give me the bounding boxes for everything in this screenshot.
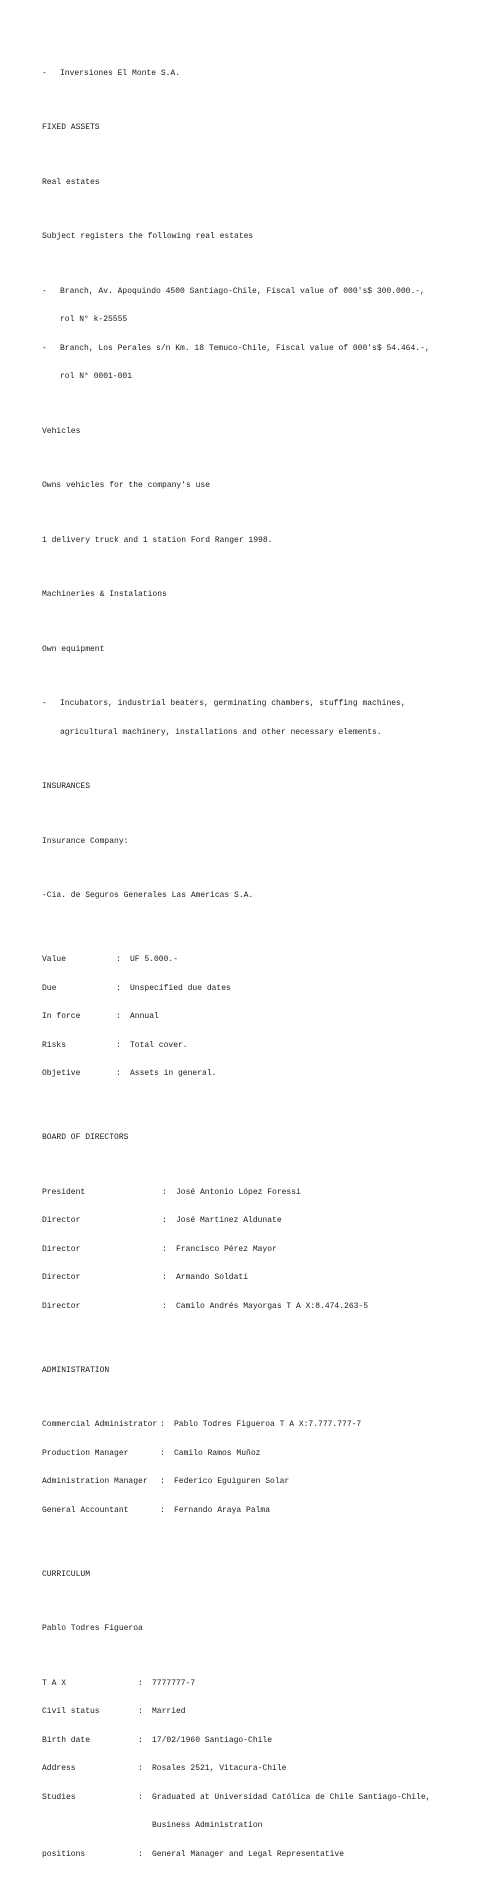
- curriculum-row-continuation: [42, 1821, 472, 1831]
- administration-row: Production Manager : Camilo Ramos Muñoz: [42, 1449, 472, 1459]
- row-key: Production Manager: [42, 1448, 129, 1458]
- row-value: Camilo Andrés Mayorgas T A X:8.474.263-5: [176, 1301, 369, 1311]
- row-key: Civil status: [42, 1707, 100, 1716]
- row-value: 7777777-7: [152, 1678, 196, 1688]
- row-key: Value: [42, 955, 67, 964]
- row-value: Total cover.: [130, 1040, 188, 1050]
- equipment-line2: agricultural machinery, installations and other necessary elements.: [60, 727, 382, 737]
- row-key: Director: [42, 1244, 81, 1254]
- insurance-company-label: Insurance Company:: [42, 836, 129, 846]
- board-row: Director : Armando Soldati: [42, 1273, 472, 1283]
- bullet-dash: -: [42, 286, 47, 296]
- section-heading-administration: ADMINISTRATION: [42, 1365, 110, 1375]
- row-value: General Manager and Legal Representative: [152, 1849, 345, 1859]
- curriculum-name: Pablo Todres Figueroa: [42, 1624, 143, 1633]
- branch2-line2: rol N° 0001-001: [60, 372, 133, 381]
- list-item: [42, 344, 472, 354]
- row-value: Business Administration: [152, 1821, 263, 1830]
- row-key: Address: [42, 1764, 76, 1773]
- list-item: [42, 287, 472, 297]
- board-row: President : José Antonio López Foressi: [42, 1188, 472, 1198]
- row-key: Director: [42, 1301, 81, 1311]
- row-value: Francisco Pérez Mayor: [176, 1244, 277, 1254]
- insurance-row: Risks : Total cover.: [42, 1041, 472, 1051]
- list-item-continuation: [42, 315, 472, 325]
- list-item: [42, 699, 472, 709]
- board-row: Director : José Martinez Aldunate: [42, 1216, 472, 1226]
- row-key: T A X: [42, 1678, 67, 1688]
- row-key: President: [42, 1187, 86, 1197]
- section-heading-curriculum: CURRICULUM: [42, 1569, 91, 1579]
- branch2-line1: Branch, Los Perales s/n Km. 18 Temuco-Chile, Fiscal value of 000's$ 54.464.-,: [60, 343, 430, 353]
- own-equipment-label: Own equipment: [42, 644, 105, 654]
- row-value: Armando Soldati: [176, 1273, 249, 1282]
- real-estates-intro: Subject registers the following real estates: [42, 232, 254, 241]
- board-row: Director : Camilo Andrés Mayorgas T A X:8.474.263-5: [42, 1302, 472, 1312]
- row-key: Risks: [42, 1040, 67, 1050]
- curriculum-row: Studies : Graduated at Universidad Católica de Chile Santiago-Chile,: [42, 1793, 472, 1803]
- row-value: Unspecified due dates: [130, 983, 231, 993]
- row-value: Married: [152, 1707, 186, 1716]
- administration-row: Commercial Administrator : Pablo Todres Figueroa T A X:7.777.777-7: [42, 1420, 472, 1430]
- row-key: positions: [42, 1849, 86, 1859]
- subheading-real-estates: Real estates: [42, 177, 100, 187]
- administration-row: General Accountant : Fernando Araya Palma: [42, 1506, 472, 1516]
- row-value: Annual: [130, 1012, 159, 1021]
- insurance-company-name: -Cia. de Seguros Generales Las Americas S.A.: [42, 891, 254, 900]
- row-value: Graduated at Universidad Católica de Chile Santiago-Chile,: [152, 1792, 431, 1802]
- equipment-line1: Incubators, industrial beaters, germinating chambers, stuffing machines,: [60, 699, 406, 708]
- section-heading-fixed-assets: FIXED ASSETS: [42, 123, 100, 132]
- top-item-text: Inversiones El Monte S.A.: [60, 68, 181, 78]
- curriculum-row: Civil status : Married: [42, 1707, 472, 1717]
- list-item-continuation: [42, 728, 472, 738]
- row-key: Studies: [42, 1792, 76, 1802]
- row-value: UF 5.000.-: [130, 955, 179, 964]
- insurance-row: Value : UF 5.000.-: [42, 955, 472, 965]
- section-heading-insurances: INSURANCES: [42, 782, 91, 791]
- row-key: Commercial Administrator: [42, 1420, 158, 1429]
- board-row: Director : Francisco Pérez Mayor: [42, 1245, 472, 1255]
- insurance-row: In force : Annual: [42, 1012, 472, 1022]
- curriculum-row: Address : Rosales 2521, Vitacura-Chile: [42, 1764, 472, 1774]
- list-item-continuation: [42, 372, 472, 382]
- insurance-row: Due : Unspecified due dates: [42, 984, 472, 994]
- branch1-line1: Branch, Av. Apoquindo 4500 Santiago-Chile, Fiscal value of 000's$ 300.000.-,: [60, 286, 425, 296]
- row-key: Director: [42, 1216, 81, 1225]
- vehicles-intro: Owns vehicles for the company's use: [42, 481, 211, 490]
- vehicles-detail: 1 delivery truck and 1 station Ford Ranger 1998.: [42, 535, 273, 545]
- curriculum-row: T A X : 7777777-7: [42, 1679, 472, 1689]
- bullet-dash: -: [42, 699, 47, 708]
- bullet-dash: -: [42, 343, 47, 353]
- row-value: 17/02/1960 Santiago-Chile: [152, 1735, 273, 1745]
- section-heading-board: BOARD OF DIRECTORS: [42, 1133, 129, 1142]
- row-key: General Accountant: [42, 1505, 129, 1515]
- bullet-dash: -: [42, 68, 47, 78]
- row-key: Objetive: [42, 1069, 81, 1078]
- row-value: Camilo Ramos Muñoz: [174, 1448, 261, 1458]
- list-item: [42, 69, 472, 79]
- row-key: Administration Manager: [42, 1477, 148, 1486]
- row-value: Pablo Todres Figueroa T A X:7.777.777-7: [174, 1420, 362, 1429]
- subheading-vehicles: Vehicles: [42, 426, 81, 436]
- row-value: Fernando Araya Palma: [174, 1505, 271, 1515]
- row-key: Birth date: [42, 1735, 91, 1745]
- row-key: In force: [42, 1012, 81, 1021]
- row-value: Assets in general.: [130, 1069, 217, 1078]
- row-value: Federico Eguiguren Solar: [174, 1477, 290, 1486]
- subheading-machineries: Machineries & Instalations: [42, 590, 167, 599]
- curriculum-row: positions : General Manager and Legal Representative: [42, 1850, 472, 1860]
- insurance-row: Objetive : Assets in general.: [42, 1069, 472, 1079]
- row-value: Rosales 2521, Vitacura-Chile: [152, 1764, 287, 1773]
- row-key: Director: [42, 1273, 81, 1282]
- row-value: José Martinez Aldunate: [176, 1216, 282, 1225]
- branch1-line2: rol N° k-25555: [60, 315, 128, 324]
- row-value: José Antonio López Foressi: [176, 1187, 301, 1197]
- administration-row: Administration Manager : Federico Eguiguren Solar: [42, 1477, 472, 1487]
- row-key: Due: [42, 983, 57, 993]
- curriculum-row: Birth date : 17/02/1960 Santiago-Chile: [42, 1736, 472, 1746]
